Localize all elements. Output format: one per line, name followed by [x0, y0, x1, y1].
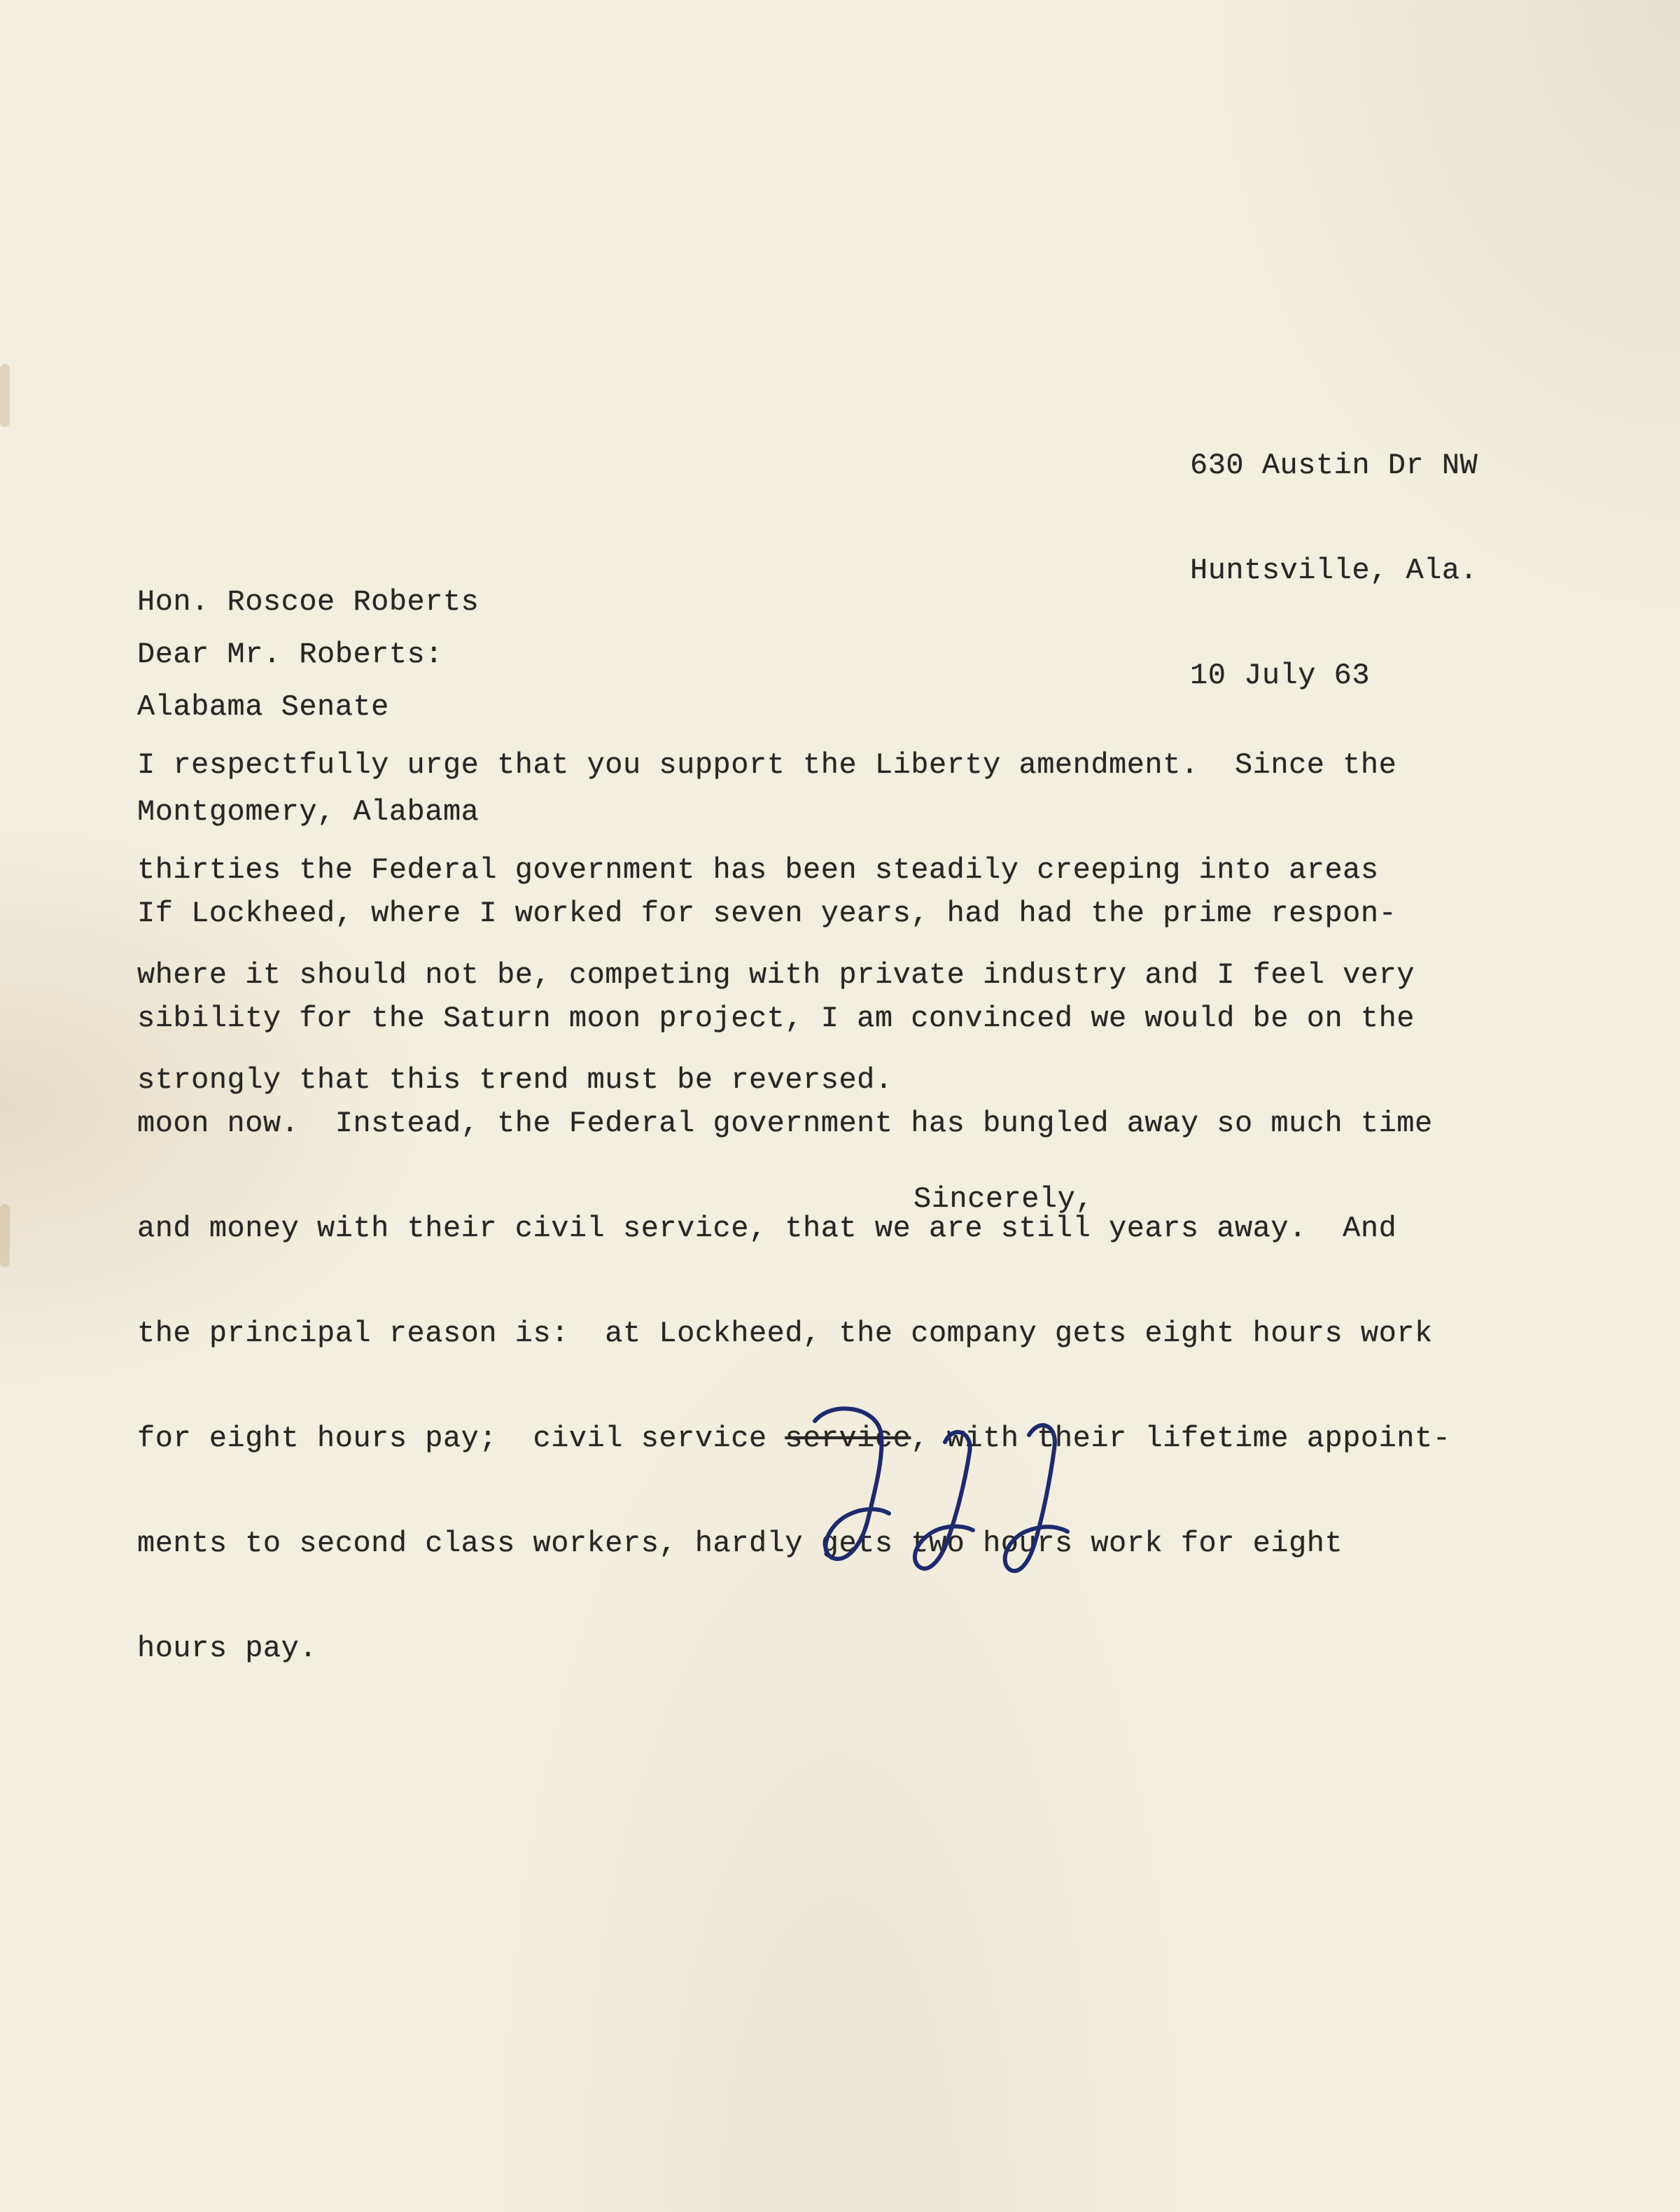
paragraph-line: the principal reason is: at Lockheed, the company gets eight hours work — [137, 1317, 1433, 1350]
paragraph-line-with-strike — [137, 1421, 1450, 1456]
return-address-city: Huntsville, Ala. — [1190, 554, 1478, 587]
paragraph-line: and money with their civil service, that we are still years away. And — [137, 1212, 1397, 1245]
struck-word: service — [785, 1422, 911, 1455]
recipient-organization: Alabama Senate — [137, 690, 389, 724]
paragraph-line: sibility for the Saturn moon project, I am convinced we would be on the — [137, 1002, 1415, 1035]
salutation: Dear Mr. Roberts: — [137, 638, 443, 671]
handwritten-signature — [798, 1393, 1106, 1603]
paper-stain — [0, 364, 10, 427]
paragraph-line: moon now. Instead, the Federal government has bungled away so much time — [137, 1107, 1433, 1140]
strike-line-suffix: , with their lifetime appoint- — [911, 1422, 1451, 1455]
closing: Sincerely, — [913, 1182, 1094, 1216]
recipient-city: Montgomery, Alabama — [137, 795, 479, 829]
paragraph-2 — [137, 826, 1450, 1736]
paragraph-line: ments to second class workers, hardly gets two hours work for eight — [137, 1527, 1343, 1560]
paragraph-line: thirties the Federal government has been steadily creeping into areas — [137, 853, 1379, 887]
strike-line-prefix: for eight hours pay; civil service — [137, 1422, 785, 1455]
letter-date: 10 July 63 — [1190, 659, 1371, 692]
paragraph-line: I respectfully urge that you support the Liberty amendment. Since the — [137, 748, 1397, 782]
paragraph-line: where it should not be, competing with private industry and I feel very — [137, 958, 1415, 992]
paragraph-line: hours pay. — [137, 1632, 318, 1665]
paragraph-line: If Lockheed, where I worked for seven years, had had the prime respon- — [137, 897, 1397, 930]
return-address-street: 630 Austin Dr NW — [1190, 449, 1478, 482]
recipient-name: Hon. Roscoe Roberts — [137, 585, 479, 619]
paper-stain — [0, 1204, 10, 1267]
paragraph-line: strongly that this trend must be reversed. — [137, 1063, 893, 1097]
